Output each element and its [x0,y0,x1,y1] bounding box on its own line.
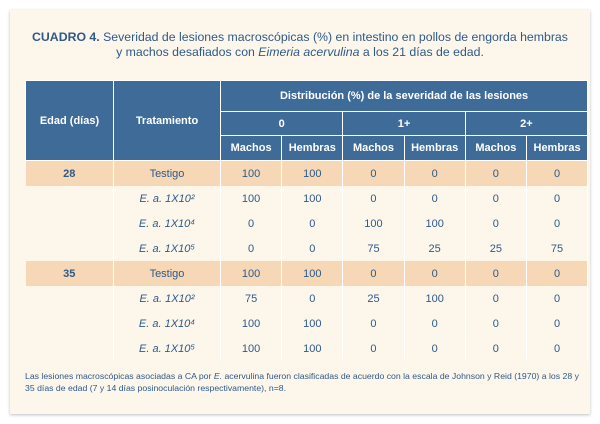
cell-value: 0 [465,336,526,361]
severity-table [25,80,588,361]
header-sex: Hembras [404,136,465,161]
header-sex: Machos [221,136,282,161]
cell-value: 0 [404,161,465,187]
cell-edad [26,286,114,311]
cell-value: 0 [526,211,587,236]
cell-tratamiento: E. a. 1X10⁵ [114,236,221,261]
header-level-0: 0 [221,112,343,136]
cell-value: 100 [282,161,343,187]
header-edad: Edad (días) [26,81,114,161]
cell-value: 0 [282,211,343,236]
caption-line1-text: Severidad de lesiones macroscópicas (%) en intestino en pollos de engorda hembras [103,30,568,44]
cell-value: 100 [282,261,343,286]
cell-value: 0 [282,286,343,311]
caption-line2-pre: y machos desafiados con [116,45,259,59]
cell-value: 75 [526,236,587,261]
table-card [10,10,590,414]
caption-line-2 [10,45,590,60]
header-distribucion: Distribución (%) de la severidad de las lesiones [221,81,588,112]
header-level-2plus: 2+ [465,112,587,136]
cell-tratamiento: Testigo [114,161,221,187]
cell-value: 0 [343,161,404,187]
cell-value: 100 [282,311,343,336]
header-level-1plus: 1+ [343,112,465,136]
table-row [26,286,588,311]
cell-value: 0 [526,311,587,336]
table-row [26,261,588,286]
cell-value: 0 [465,261,526,286]
cell-value: 0 [526,286,587,311]
cell-value: 0 [465,186,526,211]
cell-edad [26,336,114,361]
cell-value: 0 [343,186,404,211]
cell-value: 100 [221,336,282,361]
cell-value: 0 [526,336,587,361]
header-sex: Machos [343,136,404,161]
cell-value: 0 [465,286,526,311]
cell-value: 0 [221,236,282,261]
cell-value: 25 [343,286,404,311]
footnote-italic: E. [213,371,223,381]
cell-edad: 35 [26,261,114,286]
table-row [26,186,588,211]
cell-value: 0 [404,336,465,361]
cell-value: 100 [343,211,404,236]
cell-value: 100 [282,336,343,361]
cell-value: 0 [221,211,282,236]
cell-value: 0 [404,311,465,336]
cell-value: 0 [526,161,587,187]
cell-value: 75 [221,286,282,311]
cell-value: 100 [221,311,282,336]
cell-tratamiento: E. a. 1X10² [114,286,221,311]
cell-value: 0 [465,161,526,187]
cell-value: 0 [343,336,404,361]
cell-tratamiento: E. a. 1X10⁵ [114,336,221,361]
footnote-pre: Las lesiones macroscópicas asociadas a CA por [25,371,214,381]
caption-lead: CUADRO 4. [32,30,100,44]
cell-value: 100 [404,211,465,236]
caption-line-1 [10,30,590,45]
header-tratamiento: Tratamiento [114,81,221,161]
table-row [26,336,588,361]
table-caption [10,30,590,60]
cell-value: 0 [465,311,526,336]
table-row [26,211,588,236]
footnote-post: acervulina fueron clasificadas de acuerdo con la escala de Johnson y Reid (1970) a los 28 y 35 días de edad (7 y 14 días posinoculación respectivamente), n=8. [25,371,579,393]
cell-tratamiento: E. a. 1X10² [114,186,221,211]
cell-tratamiento: E. a. 1X10⁴ [114,311,221,336]
cell-value: 0 [526,261,587,286]
cell-edad [26,211,114,236]
cell-tratamiento: Testigo [114,261,221,286]
caption-line2-post: a los 21 días de edad. [359,45,484,59]
cell-edad: 28 [26,161,114,187]
table-footnote [25,370,580,394]
cell-value: 75 [343,236,404,261]
table-row [26,161,588,187]
cell-value: 100 [221,161,282,187]
cell-value: 25 [465,236,526,261]
cell-edad [26,236,114,261]
cell-value: 100 [221,186,282,211]
cell-value: 0 [343,261,404,286]
cell-value: 0 [526,186,587,211]
cell-value: 0 [343,311,404,336]
header-sex: Hembras [526,136,587,161]
cell-edad [26,186,114,211]
cell-value: 100 [282,186,343,211]
cell-value: 100 [404,286,465,311]
header-sex: Hembras [282,136,343,161]
cell-value: 100 [221,261,282,286]
cell-value: 25 [404,236,465,261]
table-row [26,311,588,336]
cell-edad [26,311,114,336]
cell-value: 0 [282,236,343,261]
caption-species: Eimeria acervulina [258,45,360,59]
header-sex: Machos [465,136,526,161]
cell-value: 0 [404,186,465,211]
table-row [26,236,588,261]
cell-value: 0 [404,261,465,286]
cell-tratamiento: E. a. 1X10⁴ [114,211,221,236]
cell-value: 0 [465,211,526,236]
